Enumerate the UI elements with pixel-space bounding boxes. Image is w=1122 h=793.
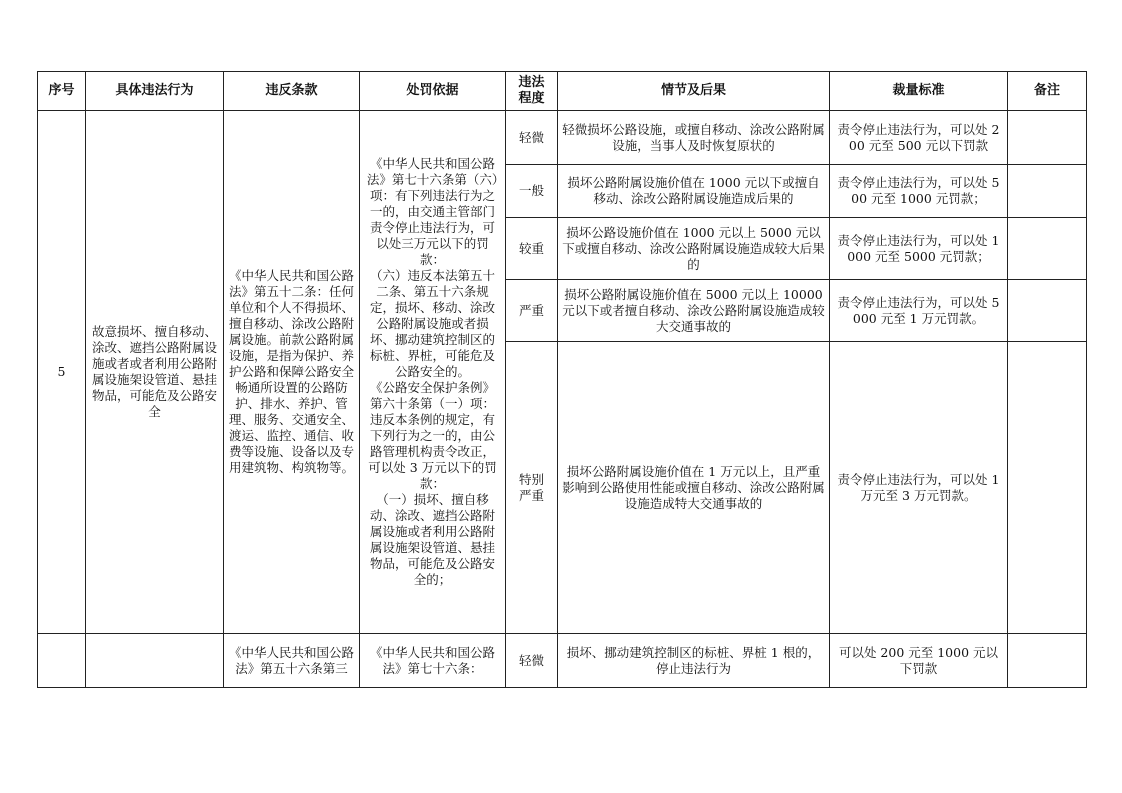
- header-clause: 违反条款: [224, 72, 360, 111]
- entry5-behavior: 故意损坏、擅自移动、涂改、遮挡公路附属设施或者或者利用公路附属设施架设管道、悬挂物品，可能危及公路安全: [86, 111, 224, 634]
- standard-cell: 责令停止违法行为，可以处 5000 元至 1 万元罚款。: [830, 280, 1008, 342]
- entry5-seq: 5: [38, 111, 86, 634]
- header-remarks: 备注: [1008, 72, 1087, 111]
- header-standard: 裁量标准: [830, 72, 1008, 111]
- header-circumstance: 情节及后果: [558, 72, 830, 111]
- entry6-seq: [38, 634, 86, 688]
- remarks-cell: [1008, 218, 1087, 280]
- penalty-standard-table: [37, 71, 1087, 688]
- degree-cell: [506, 342, 558, 634]
- entry6-clause: 《中华人民共和国公路法》第五十六条第三: [224, 634, 360, 688]
- remarks-cell: [1008, 111, 1087, 165]
- table-row: [38, 634, 1087, 688]
- circumstance-cell: 损坏公路设施价值在 1000 元以上 5000 元以下或擅自移动、涂改公路附属设施造成较大后果的: [558, 218, 830, 280]
- entry5-basis: [360, 111, 506, 634]
- remarks-cell: [1008, 280, 1087, 342]
- remarks-cell: [1008, 342, 1087, 634]
- remarks-cell: [1008, 165, 1087, 218]
- circumstance-cell: 损坏、挪动建筑控制区的标桩、界桩 1 根的，停止违法行为: [558, 634, 830, 688]
- entry6-basis: 《中华人民共和国公路法》第七十六条：: [360, 634, 506, 688]
- circumstance-cell: 轻微损坏公路设施，或擅自移动、涂改公路附属设施，当事人及时恢复原状的: [558, 111, 830, 165]
- header-basis: 处罚依据: [360, 72, 506, 111]
- header-behavior: 具体违法行为: [86, 72, 224, 111]
- header-row: [38, 72, 1087, 111]
- circumstance-cell: 损坏公路附属设施价值在 1 万元以上，且严重影响到公路使用性能或擅自移动、涂改公路附属设施造成特大交通事故的: [558, 342, 830, 634]
- circumstance-cell: 损坏公路附属设施价值在 1000 元以下或擅自移动、涂改公路附属设施造成后果的: [558, 165, 830, 218]
- degree-cell: 轻微: [506, 111, 558, 165]
- standard-cell: 可以处 200 元至 1000 元以下罚款: [830, 634, 1008, 688]
- header-degree-text: 违法 程度: [518, 75, 545, 106]
- degree-cell: 较重: [506, 218, 558, 280]
- remarks-cell: [1008, 634, 1087, 688]
- standard-cell: 责令停止违法行为，可以处 200 元至 500 元以下罚款: [830, 111, 1008, 165]
- entry5-basis-text: 《中华人民共和国公路法》第七十六条第（六）项：有下列违法行为之一的，由交通主管部门责令停止违法行为，可以处三万元以下的罚款： （六）违反本法第五十二条、第五十六条规定，损坏、移动、涂改公路附属设施或者损坏、挪动建筑控制区的标桩、界桩，可能危及公路安全的。 《公路安全保护条例》第六十条第（一）项： 违反本条例的规定，有下列行为之一的，由公路管理机构责令改正，可以处 3 万元以下的罚款： （一）损坏、擅自移动、涂改、遮挡公路附属设施或者利用公路附属设施架设管道、悬挂物品，可能危及公路安全的；: [366, 156, 499, 587]
- entry5-clause: 《中华人民共和国公路法》第五十二条：任何单位和个人不得损坏、擅自移动、涂改公路附属设施。前款公路附属设施，是指为保护、养护公路和保障公路安全畅通所设置的公路防护、排水、养护、管理、服务、交通安全、渡运、监控、通信、收费等设施、设备以及专用建筑物、构筑物等。: [224, 111, 360, 634]
- standard-cell: 责令停止违法行为，可以处 1 万元至 3 万元罚款。: [830, 342, 1008, 634]
- header-degree: [506, 72, 558, 111]
- degree-cell: 轻微: [506, 634, 558, 688]
- standard-cell: 责令停止违法行为，可以处 500 元至 1000 元罚款；: [830, 165, 1008, 218]
- standard-cell: 责令停止违法行为，可以处 1000 元至 5000 元罚款；: [830, 218, 1008, 280]
- degree-cell-text: 特别 严重: [518, 471, 544, 503]
- header-seq: 序号: [38, 72, 86, 111]
- entry6-behavior: [86, 634, 224, 688]
- circumstance-cell: 损坏公路附属设施价值在 5000 元以上 10000 元以下或者擅自移动、涂改公路附属设施造成较大交通事故的: [558, 280, 830, 342]
- degree-cell: 严重: [506, 280, 558, 342]
- table-row: [38, 111, 1087, 165]
- degree-cell: 一般: [506, 165, 558, 218]
